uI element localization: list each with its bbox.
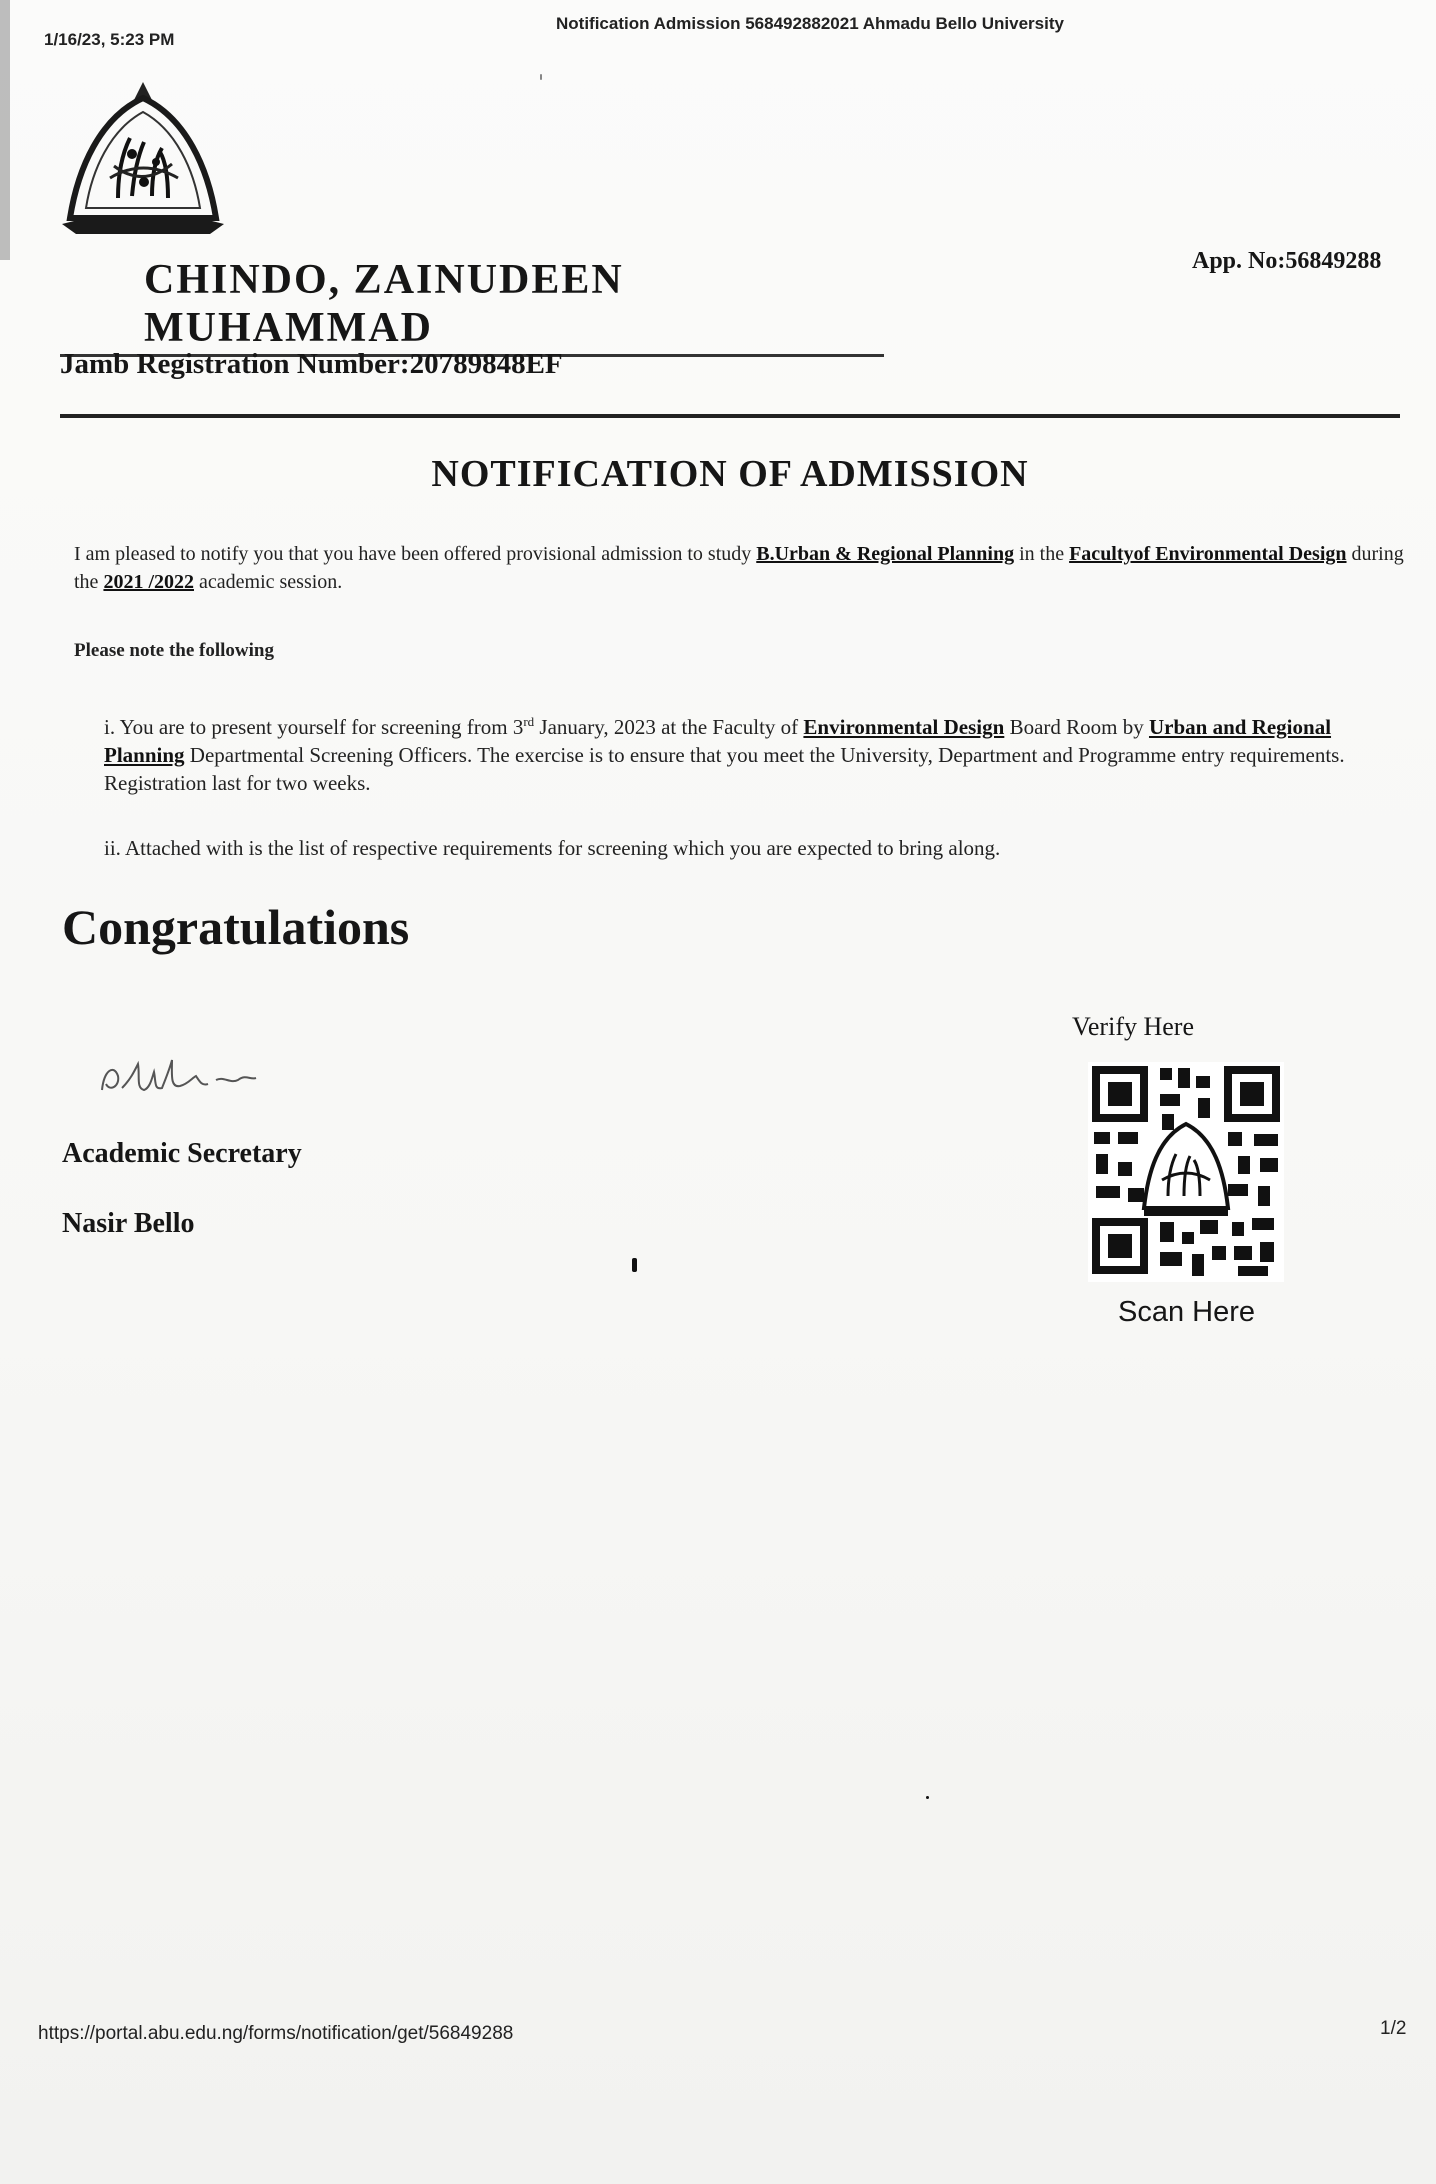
ink-speck <box>926 1796 929 1799</box>
offer-text: I am pleased to notify you that you have been offered provisional admission to study <box>74 543 757 565</box>
congratulations-heading: Congratulations <box>62 899 410 955</box>
divider <box>60 414 1400 418</box>
screening-department: Urban and Regional Planning <box>104 715 1332 767</box>
instruction-text: You are to present yourself for screening from 3 <box>115 715 524 739</box>
page-title: NOTIFICATION OF ADMISSION <box>431 453 1029 495</box>
print-title: Notification Admission 568492882021 Ahmadu Bello University <box>556 14 1064 33</box>
page-number: 1/2 <box>1380 2018 1407 2039</box>
offer-text: during the <box>74 543 1404 593</box>
university-crest-icon <box>60 78 226 238</box>
print-date: 1/16/23, 5:23 PM <box>44 30 175 49</box>
screening-faculty: Environmental Design <box>803 715 1005 739</box>
note-heading: Please note the following <box>74 640 275 661</box>
page-edge-shadow <box>0 0 10 260</box>
requirements-instruction <box>104 834 1394 862</box>
signatory-name: Nasir Bello <box>62 1208 195 1239</box>
ink-speck <box>540 74 542 80</box>
instruction-text: Departmental Screening Officers. The exercise is to ensure that you meet the University, Department and Programme entry requirements. Registration last for two weeks. <box>104 743 1345 795</box>
qr-code-icon[interactable] <box>1088 1062 1284 1282</box>
offer-text: academic session. <box>194 571 343 593</box>
ordinal-suffix: rd <box>523 714 535 729</box>
ink-speck <box>632 1258 637 1272</box>
instruction-text: January, 2023 at the Faculty of <box>534 715 804 739</box>
academic-session: 2021 /2022 <box>103 571 194 593</box>
faculty-name: Facultyof Environmental Design <box>1069 543 1347 565</box>
instruction-text: Attached with is the list of respective requirements for screening which you are expected to bring along. <box>120 836 1001 860</box>
print-url: https://portal.abu.edu.ng/forms/notification/get/56849288 <box>38 2023 514 2044</box>
jamb-registration-number: Jamb Registration Number:20789848EF <box>60 348 563 380</box>
programme-name: B.Urban & Regional Planning <box>756 543 1015 565</box>
signature-icon <box>96 1050 286 1102</box>
signatory-role: Academic Secretary <box>62 1138 302 1169</box>
scan-label: Scan Here <box>1118 1296 1256 1328</box>
instruction-text: Board Room by <box>1004 715 1149 739</box>
application-number: App. No:56849288 <box>1192 248 1382 274</box>
list-number: i. <box>104 715 116 739</box>
offer-paragraph <box>74 540 1404 596</box>
offer-text: in the <box>1014 543 1070 565</box>
verify-label: Verify Here <box>1072 1012 1194 1041</box>
student-name: CHINDO, ZAINUDEEN MUHAMMAD <box>60 256 884 357</box>
screening-instruction <box>104 708 1394 797</box>
list-number: ii. <box>104 836 121 860</box>
